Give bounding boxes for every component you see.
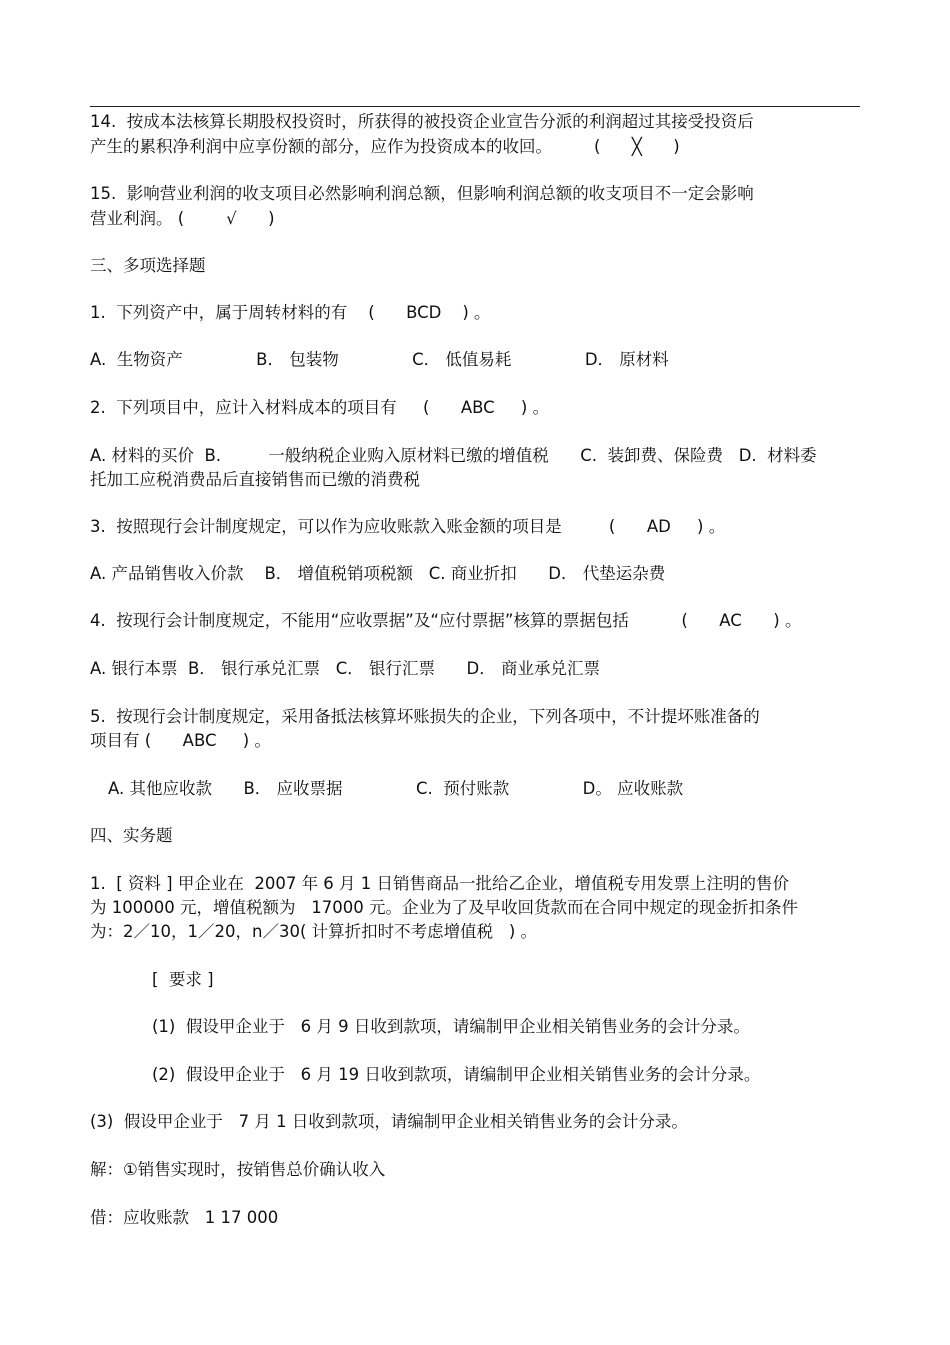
mc4-options: A. 银行本票 B． 银行承兑汇票 C． 银行汇票 D． 商业承兑汇票 bbox=[90, 659, 600, 678]
practice-line1: 1. [ 资料 ] 甲企业在 2007 年 6 月 1 日销售商品一批给乙企业，增值税专用发票上注明的售价 bbox=[90, 874, 790, 893]
practice-line3: 为：2／10，1／20，n／30( 计算折扣时不考虑增值税 ) 。 bbox=[90, 922, 538, 941]
mc2-options-line2: 托加工应税消费品后直接销售而已缴的消费税 bbox=[90, 470, 420, 489]
solution-line2: 借：应收账款 1 17 000 bbox=[90, 1208, 279, 1227]
mc4-question: 4. 按现行会计制度规定，不能用“应收票据”及“应付票据”核算的票据包括 ( AC ) 。 bbox=[90, 611, 802, 630]
top-rule bbox=[90, 106, 860, 107]
section-practice: 四、实务题 bbox=[90, 826, 173, 845]
requirement-3: (3) 假设甲企业于 7 月 1 日收到款项，请编制甲企业相关销售业务的会计分录。 bbox=[90, 1112, 688, 1131]
q14-line1: 14. 按成本法核算长期股权投资时，所获得的被投资企业宣告分派的利润超过其接受投资后 bbox=[90, 112, 754, 131]
mc2-options-line1: A. 材料的买价 B. 一般纳税企业购入原材料已缴的增值税 C. 装卸费、保险费 D. 材料委 bbox=[90, 446, 817, 465]
section-multiple-choice: 三、多项选择题 bbox=[90, 256, 206, 275]
q14-line2: 产生的累积净利润中应享份额的部分，应作为投资成本的收回。 ( ╳ ) bbox=[90, 137, 680, 156]
requirement-1: (1) 假设甲企业于 6 月 9 日收到款项，请编制甲企业相关销售业务的会计分录。 bbox=[152, 1017, 750, 1036]
q15-line2: 营业利润。 ( √ ) bbox=[90, 209, 275, 228]
q15-line1: 15. 影响营业利润的收支项目必然影响利润总额，但影响利润总额的收支项目不一定会影响 bbox=[90, 184, 754, 203]
mc5-question-line1: 5. 按现行会计制度规定，采用备抵法核算坏账损失的企业，下列各项中，不计提坏账准备的 bbox=[90, 707, 760, 726]
mc2-question: 2. 下列项目中，应计入材料成本的项目有 ( ABC ) 。 bbox=[90, 398, 550, 417]
mc5-question-line2: 项目有 ( ABC ) 。 bbox=[90, 731, 271, 750]
mc3-question: 3. 按照现行会计制度规定，可以作为应收账款入账金额的项目是 ( AD ) 。 bbox=[90, 517, 726, 536]
requirement-2: (2) 假设甲企业于 6 月 19 日收到款项，请编制甲企业相关销售业务的会计分录。 bbox=[152, 1065, 761, 1084]
practice-line2: 为 100000 元，增值税额为 17000 元。企业为了及早收回货款而在合同中规定的现金折扣条件 bbox=[90, 898, 798, 917]
mc3-options: A. 产品销售收入价款 B． 增值税销项税额 C. 商业折扣 D． 代垫运杂费 bbox=[90, 564, 666, 583]
requirements-label: [ 要求 ] bbox=[152, 970, 214, 989]
mc1-question: 1. 下列资产中，属于周转材料的有 ( BCD ) 。 bbox=[90, 303, 491, 322]
mc1-options: A. 生物资产 B． 包装物 C． 低值易耗 D． 原材料 bbox=[90, 350, 669, 369]
solution-line1: 解：①销售实现时，按销售总价确认收入 bbox=[90, 1160, 386, 1179]
mc5-options: A. 其他应收款 B． 应收票据 C. 预付账款 D。 应收账款 bbox=[108, 779, 684, 798]
